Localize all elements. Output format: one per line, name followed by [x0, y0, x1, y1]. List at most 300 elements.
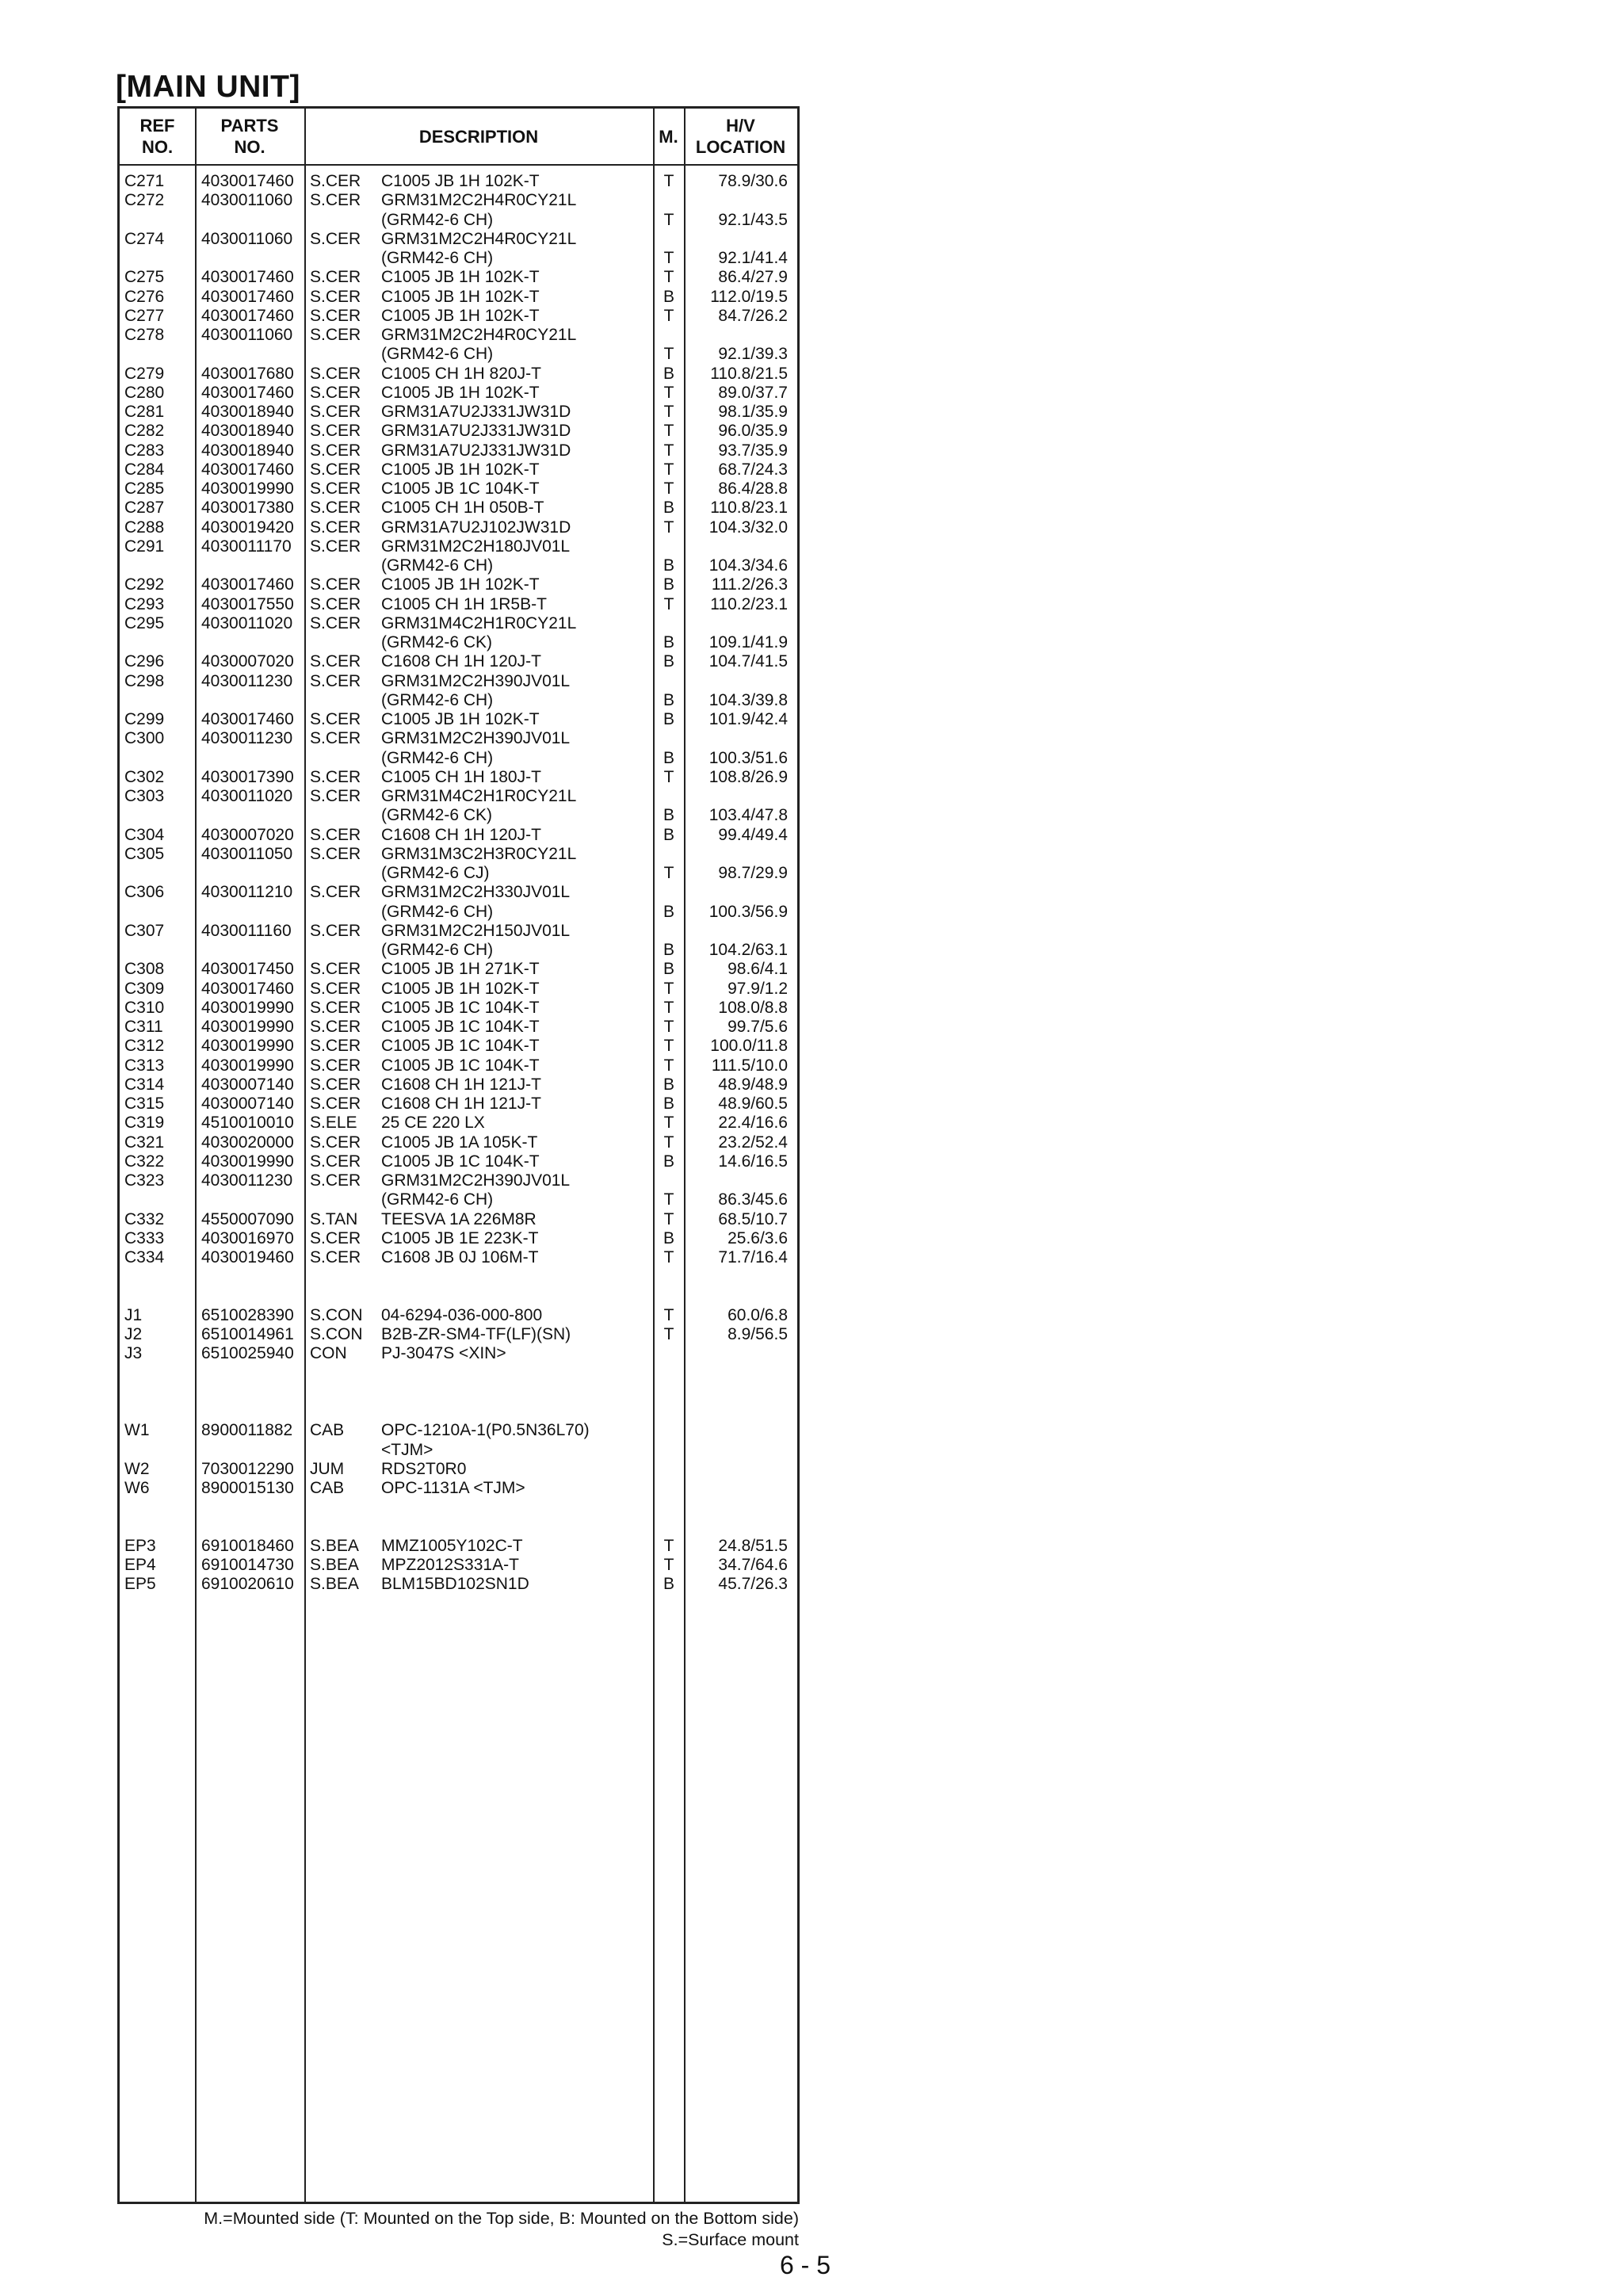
mounted-side-cell: T — [663, 594, 674, 613]
table-row — [120, 1575, 797, 1594]
parts-no-cell: 4030011170 — [201, 537, 292, 556]
ref-no-cell: C332 — [124, 1209, 165, 1228]
part-type-cell: S.CER — [310, 499, 361, 518]
description-cell: C1005 JB 1H 271K-T — [381, 960, 540, 979]
hv-location-cell: 8.9/56.5 — [727, 1325, 788, 1343]
mounted-side-cell: T — [663, 441, 674, 460]
description-cell: C1005 JB 1H 102K-T — [381, 575, 540, 594]
description-cell: GRM31M2C2H4R0CY21L — [381, 191, 577, 210]
mounted-side-cell: T — [663, 767, 674, 786]
part-type-cell: S.CER — [310, 710, 361, 728]
part-type-cell: S.CER — [310, 998, 361, 1017]
table-row — [120, 595, 797, 614]
hv-location-cell: 111.2/26.3 — [711, 575, 788, 594]
ref-no-cell: EP5 — [124, 1575, 156, 1594]
mounted-side-cell: T — [663, 1325, 674, 1343]
table-row — [120, 883, 797, 902]
table-row — [120, 307, 797, 326]
parts-no-cell: 4030017460 — [201, 172, 294, 190]
parts-no-cell: 4030019990 — [201, 479, 294, 498]
description-cell: C1005 JB 1C 104K-T — [381, 998, 540, 1017]
description-cell: C1005 JB 1C 104K-T — [381, 1056, 540, 1075]
description-cell: C1005 JB 1E 223K-T — [381, 1228, 539, 1247]
part-type-cell: S.CER — [310, 671, 361, 690]
hv-location-cell: 22.4/16.6 — [718, 1114, 788, 1133]
part-type-cell: S.CER — [310, 1152, 361, 1171]
description-cell: GRM31M2C2H390JV01L — [381, 671, 571, 690]
footnote-mounted-side: M.=Mounted side (T: Mounted on the Top side, B: Mounted on the Bottom side) — [204, 2209, 799, 2228]
parts-no-cell: 4030019990 — [201, 998, 294, 1017]
mounted-side-cell: T — [663, 1209, 674, 1228]
table-row — [120, 1421, 797, 1440]
ref-no-cell: EP4 — [124, 1556, 156, 1574]
description-cell: GRM31M2C2H330JV01L — [381, 883, 571, 902]
mounted-side-cell: T — [663, 403, 674, 421]
description-cell: GRM31M2C2H4R0CY21L — [381, 229, 577, 248]
description-cell: BLM15BD102SN1D — [381, 1575, 529, 1594]
ref-no-cell: C334 — [124, 1248, 165, 1266]
table-row — [120, 556, 797, 575]
part-type-cell: S.CER — [310, 287, 361, 306]
table-row — [120, 691, 797, 710]
hv-location-cell: 48.9/48.9 — [718, 1075, 788, 1094]
hv-location-cell: 104.3/34.6 — [708, 556, 788, 575]
table-row — [120, 1402, 797, 1421]
parts-no-cell: 4030007020 — [201, 652, 294, 671]
hv-location-cell: 104.7/41.5 — [708, 652, 788, 671]
mounted-side-cell: B — [663, 1228, 674, 1247]
part-type-cell: S.CER — [310, 1171, 361, 1190]
parts-no-cell: 4030018940 — [201, 422, 294, 441]
part-type-cell: CAB — [310, 1421, 345, 1440]
parts-table — [117, 106, 800, 2204]
part-type-cell: S.CER — [310, 383, 361, 402]
table-row — [120, 729, 797, 748]
mounted-side-cell: B — [663, 1095, 674, 1113]
ref-no-cell: C304 — [124, 825, 165, 844]
ref-no-cell: C296 — [124, 652, 165, 671]
part-type-cell: S.ELE — [310, 1114, 357, 1133]
ref-no-cell: C274 — [124, 229, 165, 248]
ref-no-cell: C295 — [124, 613, 165, 632]
ref-no-cell: C283 — [124, 441, 165, 460]
part-type-cell: S.CER — [310, 594, 361, 613]
header-hv-location: H/V LOCATION — [695, 116, 786, 157]
parts-no-cell: 4030017390 — [201, 767, 294, 786]
mounted-side-cell: T — [663, 422, 674, 441]
part-type-cell: CAB — [310, 1479, 345, 1497]
description-cell: C1005 JB 1H 102K-T — [381, 172, 540, 190]
header-ref-no: REF NO. — [139, 116, 175, 157]
ref-no-cell: C275 — [124, 268, 165, 287]
description-cell: (GRM42-6 CH) — [381, 748, 494, 767]
table-row — [120, 1171, 797, 1190]
description-cell: <TJM> — [381, 1440, 433, 1459]
part-type-cell: S.CER — [310, 537, 361, 556]
table-row — [120, 1210, 797, 1229]
parts-no-cell: 6510014961 — [201, 1325, 294, 1343]
hv-location-cell: 104.3/39.8 — [708, 690, 788, 709]
ref-no-cell: C305 — [124, 844, 165, 863]
ref-no-cell: C321 — [124, 1133, 165, 1152]
table-row — [120, 614, 797, 633]
ref-no-cell: C300 — [124, 729, 165, 748]
parts-no-cell: 4030017460 — [201, 710, 294, 728]
description-cell: 25 CE 220 LX — [381, 1114, 485, 1133]
part-type-cell: S.CER — [310, 422, 361, 441]
mounted-side-cell: T — [663, 1248, 674, 1266]
description-cell: GRM31A7U2J331JW31D — [381, 441, 571, 460]
ref-no-cell: C312 — [124, 1037, 165, 1056]
hv-location-cell: 100.0/11.8 — [710, 1037, 788, 1056]
description-cell: (GRM42-6 CH) — [381, 690, 494, 709]
part-type-cell: S.CER — [310, 1075, 361, 1094]
description-cell: PJ-3047S <XIN> — [381, 1344, 506, 1363]
part-type-cell: S.CER — [310, 652, 361, 671]
parts-no-cell: 4030017380 — [201, 499, 294, 518]
ref-no-cell: C310 — [124, 998, 165, 1017]
part-type-cell: S.CER — [310, 1248, 361, 1266]
part-type-cell: S.CER — [310, 844, 361, 863]
part-type-cell: S.CER — [310, 767, 361, 786]
description-cell: MMZ1005Y102C-T — [381, 1536, 523, 1555]
parts-no-cell: 4030019990 — [201, 1037, 294, 1056]
parts-no-cell: 6910018460 — [201, 1536, 294, 1555]
mounted-side-cell: B — [663, 1075, 674, 1094]
part-type-cell: S.CER — [310, 729, 361, 748]
table-row — [120, 826, 797, 845]
parts-no-cell: 4030017460 — [201, 383, 294, 402]
parts-no-cell: 7030012290 — [201, 1459, 294, 1478]
ref-no-cell: C281 — [124, 403, 165, 421]
ref-no-cell: C314 — [124, 1075, 165, 1094]
part-type-cell: S.CER — [310, 518, 361, 537]
table-row — [120, 1441, 797, 1460]
mounted-side-cell: B — [663, 941, 674, 959]
mounted-side-cell: B — [663, 710, 674, 728]
table-row — [120, 1287, 797, 1306]
description-cell: GRM31M4C2H1R0CY21L — [381, 787, 577, 805]
hv-location-cell: 78.9/30.6 — [718, 172, 788, 190]
header-parts-no: PARTS NO. — [220, 116, 279, 157]
ref-no-cell: C303 — [124, 787, 165, 805]
ref-no-cell: J2 — [124, 1325, 143, 1343]
parts-no-cell: 4030017680 — [201, 364, 294, 383]
part-type-cell: S.TAN — [310, 1209, 358, 1228]
description-cell: C1005 JB 1A 105K-T — [381, 1133, 538, 1152]
description-cell: B2B-ZR-SM4-TF(LF)(SN) — [381, 1325, 571, 1343]
table-row — [120, 1095, 797, 1114]
ref-no-cell: C313 — [124, 1056, 165, 1075]
description-cell: C1005 JB 1C 104K-T — [381, 1152, 540, 1171]
parts-no-cell: 6510025940 — [201, 1344, 294, 1363]
table-row — [120, 499, 797, 518]
description-cell: RDS2T0R0 — [381, 1459, 467, 1478]
mounted-side-cell: T — [663, 1037, 674, 1056]
hv-location-cell: 100.3/56.9 — [708, 902, 788, 921]
hv-location-cell: 99.7/5.6 — [727, 1018, 788, 1036]
ref-no-cell: C299 — [124, 710, 165, 728]
part-type-cell: S.CER — [310, 403, 361, 421]
mounted-side-cell: T — [663, 210, 674, 229]
parts-no-cell: 4030011050 — [201, 844, 293, 863]
part-type-cell: S.CON — [310, 1325, 363, 1343]
hv-location-cell: 68.7/24.3 — [718, 460, 788, 479]
parts-no-cell: 4030011210 — [201, 883, 293, 902]
table-row — [120, 1306, 797, 1325]
part-type-cell: S.CER — [310, 460, 361, 479]
parts-no-cell: 4030019990 — [201, 1152, 294, 1171]
part-type-cell: S.CER — [310, 326, 361, 344]
table-row — [120, 1133, 797, 1152]
table-row — [120, 1364, 797, 1383]
table-row — [120, 441, 797, 460]
table-row — [120, 1556, 797, 1575]
part-type-cell: JUM — [310, 1459, 345, 1478]
hv-location-cell: 92.1/39.3 — [718, 345, 788, 364]
mounted-side-cell: B — [663, 806, 674, 825]
description-cell: GRM31M2C2H4R0CY21L — [381, 326, 577, 344]
description-cell: C1005 JB 1H 102K-T — [381, 306, 540, 325]
part-type-cell: S.CER — [310, 787, 361, 805]
table-row — [120, 345, 797, 364]
table-row — [120, 403, 797, 422]
ref-no-cell: C306 — [124, 883, 165, 902]
description-cell: (GRM42-6 CH) — [381, 902, 494, 921]
hv-location-cell: 92.1/43.5 — [718, 210, 788, 229]
ref-no-cell: C285 — [124, 479, 165, 498]
description-cell: OPC-1210A-1(P0.5N36L70) — [381, 1421, 590, 1440]
ref-no-cell: C309 — [124, 979, 165, 998]
description-cell: (GRM42-6 CH) — [381, 941, 494, 959]
description-cell: C1005 JB 1H 102K-T — [381, 979, 540, 998]
hv-location-cell: 93.7/35.9 — [718, 441, 788, 460]
description-cell: C1005 JB 1H 102K-T — [381, 460, 540, 479]
table-row — [120, 268, 797, 287]
table-row — [120, 211, 797, 230]
hv-location-cell: 92.1/41.4 — [718, 249, 788, 267]
hv-location-cell: 97.9/1.2 — [727, 979, 788, 998]
parts-no-cell: 4550007090 — [201, 1209, 294, 1228]
parts-no-cell: 6910014730 — [201, 1556, 294, 1574]
description-cell: C1005 JB 1C 104K-T — [381, 479, 540, 498]
description-cell: C1608 CH 1H 120J-T — [381, 652, 541, 671]
mounted-side-cell: T — [663, 1305, 674, 1324]
hv-location-cell: 110.2/23.1 — [710, 594, 788, 613]
parts-no-cell: 4030007020 — [201, 825, 294, 844]
part-type-cell: S.CER — [310, 191, 361, 210]
description-cell: C1005 JB 1H 102K-T — [381, 287, 540, 306]
parts-no-cell: 4030011230 — [201, 671, 293, 690]
table-row — [120, 460, 797, 479]
table-row — [120, 384, 797, 403]
ref-no-cell: C276 — [124, 287, 165, 306]
description-cell: C1005 CH 1H 1R5B-T — [381, 594, 547, 613]
table-row — [120, 1248, 797, 1267]
mounted-side-cell: T — [663, 998, 674, 1017]
description-cell: C1005 CH 1H 050B-T — [381, 499, 544, 518]
table-row — [120, 999, 797, 1018]
description-cell: (GRM42-6 CH) — [381, 249, 494, 267]
mounted-side-cell: T — [663, 1556, 674, 1574]
hv-location-cell: 110.8/23.1 — [710, 499, 788, 518]
table-row — [120, 1479, 797, 1498]
part-type-cell: S.CER — [310, 575, 361, 594]
hv-location-cell: 108.8/26.9 — [708, 767, 788, 786]
description-cell: (GRM42-6 CH) — [381, 345, 494, 364]
table-row — [120, 326, 797, 345]
ref-no-cell: C333 — [124, 1228, 165, 1247]
description-cell: C1005 CH 1H 180J-T — [381, 767, 541, 786]
description-cell: C1005 JB 1H 102K-T — [381, 710, 540, 728]
mounted-side-cell: T — [663, 518, 674, 537]
part-type-cell: S.CER — [310, 1133, 361, 1152]
ref-no-cell: C311 — [124, 1018, 163, 1036]
parts-no-cell: 4030017460 — [201, 460, 294, 479]
hv-location-cell: 60.0/6.8 — [727, 1305, 788, 1324]
hv-location-cell: 89.0/37.7 — [718, 383, 788, 402]
table-row — [120, 749, 797, 768]
part-type-cell: S.CER — [310, 1095, 361, 1113]
parts-no-cell: 4030011230 — [201, 729, 293, 748]
table-row — [120, 518, 797, 537]
table-row — [120, 479, 797, 499]
hv-location-cell: 14.6/16.5 — [718, 1152, 788, 1171]
ref-no-cell: C277 — [124, 306, 165, 325]
mounted-side-cell: T — [663, 1536, 674, 1555]
description-cell: GRM31M2C2H150JV01L — [381, 921, 571, 940]
description-cell: TEESVA 1A 226M8R — [381, 1209, 537, 1228]
table-row — [120, 710, 797, 729]
ref-no-cell: C282 — [124, 422, 165, 441]
table-row — [120, 365, 797, 384]
table-row — [120, 1229, 797, 1248]
description-cell: C1005 JB 1H 102K-T — [381, 268, 540, 287]
description-cell: C1005 CH 1H 820J-T — [381, 364, 541, 383]
mounted-side-cell: T — [663, 249, 674, 267]
mounted-side-cell: T — [663, 268, 674, 287]
hv-location-cell: 98.1/35.9 — [718, 403, 788, 421]
ref-no-cell: C279 — [124, 364, 165, 383]
table-row — [120, 575, 797, 594]
part-type-cell: S.CER — [310, 921, 361, 940]
ref-no-cell: C280 — [124, 383, 165, 402]
description-cell: C1005 JB 1C 104K-T — [381, 1018, 540, 1036]
hv-location-cell: 86.4/28.8 — [718, 479, 788, 498]
mounted-side-cell: T — [663, 479, 674, 498]
description-cell: (GRM42-6 CH) — [381, 210, 494, 229]
parts-no-cell: 4030016970 — [201, 1228, 294, 1247]
ref-no-cell: EP3 — [124, 1536, 156, 1555]
mounted-side-cell: T — [663, 1018, 674, 1036]
table-row — [120, 922, 797, 941]
parts-no-cell: 4030011020 — [201, 787, 293, 805]
hv-location-cell: 104.2/63.1 — [708, 941, 788, 959]
description-cell: GRM31M2C2H180JV01L — [381, 537, 571, 556]
hv-location-cell: 99.4/49.4 — [718, 825, 788, 844]
mounted-side-cell: B — [663, 364, 674, 383]
parts-no-cell: 4030011230 — [201, 1171, 293, 1190]
ref-no-cell: J1 — [124, 1305, 143, 1324]
part-type-cell: S.CER — [310, 979, 361, 998]
mounted-side-cell: B — [663, 499, 674, 518]
ref-no-cell: W1 — [124, 1421, 150, 1440]
ref-no-cell: W6 — [124, 1479, 150, 1497]
description-cell: (GRM42-6 CJ) — [381, 864, 490, 882]
ref-no-cell: C288 — [124, 518, 165, 537]
table-row — [120, 652, 797, 671]
table-row — [120, 1537, 797, 1556]
hv-location-cell: 23.2/52.4 — [718, 1133, 788, 1152]
part-type-cell: S.CER — [310, 825, 361, 844]
table-row — [120, 1518, 797, 1537]
table-body — [120, 172, 797, 1595]
table-row — [120, 787, 797, 806]
mounted-side-cell: T — [663, 460, 674, 479]
hv-location-cell: 103.4/47.8 — [708, 806, 788, 825]
hv-location-cell: 98.7/29.9 — [718, 864, 788, 882]
hv-location-cell: 86.4/27.9 — [718, 268, 788, 287]
hv-location-cell: 96.0/35.9 — [718, 422, 788, 441]
part-type-cell: S.CER — [310, 883, 361, 902]
table-row — [120, 1190, 797, 1209]
mounted-side-cell: B — [663, 960, 674, 979]
parts-no-cell: 4030011060 — [201, 229, 293, 248]
hv-location-cell: 48.9/60.5 — [718, 1095, 788, 1113]
table-row — [120, 845, 797, 864]
hv-location-cell: 86.3/45.6 — [718, 1190, 788, 1209]
mounted-side-cell: T — [663, 1190, 674, 1209]
footnote-surface-mount: S.=Surface mount — [662, 2230, 799, 2249]
parts-no-cell: 4030018940 — [201, 403, 294, 421]
table-row — [120, 191, 797, 210]
parts-no-cell: 4030018940 — [201, 441, 294, 460]
part-type-cell: S.CER — [310, 441, 361, 460]
mounted-side-cell: B — [663, 287, 674, 306]
description-cell: GRM31M2C2H390JV01L — [381, 1171, 571, 1190]
table-row — [120, 768, 797, 787]
header-description: DESCRIPTION — [418, 126, 539, 147]
hv-location-cell: 98.6/4.1 — [727, 960, 788, 979]
mounted-side-cell: B — [663, 690, 674, 709]
part-type-cell: S.CER — [310, 613, 361, 632]
ref-no-cell: C315 — [124, 1095, 165, 1113]
part-type-cell: S.CON — [310, 1305, 363, 1324]
table-row — [120, 230, 797, 249]
mounted-side-cell: B — [663, 556, 674, 575]
table-row — [120, 1114, 797, 1133]
parts-no-cell: 4030019990 — [201, 1056, 294, 1075]
description-cell: C1005 JB 1C 104K-T — [381, 1037, 540, 1056]
mounted-side-cell: B — [663, 825, 674, 844]
parts-no-cell: 4030007140 — [201, 1075, 294, 1094]
hv-location-cell: 34.7/64.6 — [718, 1556, 788, 1574]
table-row — [120, 1460, 797, 1479]
part-type-cell: S.CER — [310, 229, 361, 248]
mounted-side-cell: B — [663, 1575, 674, 1594]
hv-location-cell: 25.6/3.6 — [727, 1228, 788, 1247]
ref-no-cell: C278 — [124, 326, 165, 344]
part-type-cell: S.CER — [310, 479, 361, 498]
description-cell: GRM31M4C2H1R0CY21L — [381, 613, 577, 632]
table-row — [120, 537, 797, 556]
hv-location-cell: 68.5/10.7 — [718, 1209, 788, 1228]
description-cell: C1608 JB 0J 106M-T — [381, 1248, 539, 1266]
part-type-cell: CON — [310, 1344, 347, 1363]
page-number: 6 - 5 — [779, 2251, 831, 2279]
mounted-side-cell: T — [663, 306, 674, 325]
description-cell: 04-6294-036-000-800 — [381, 1305, 543, 1324]
